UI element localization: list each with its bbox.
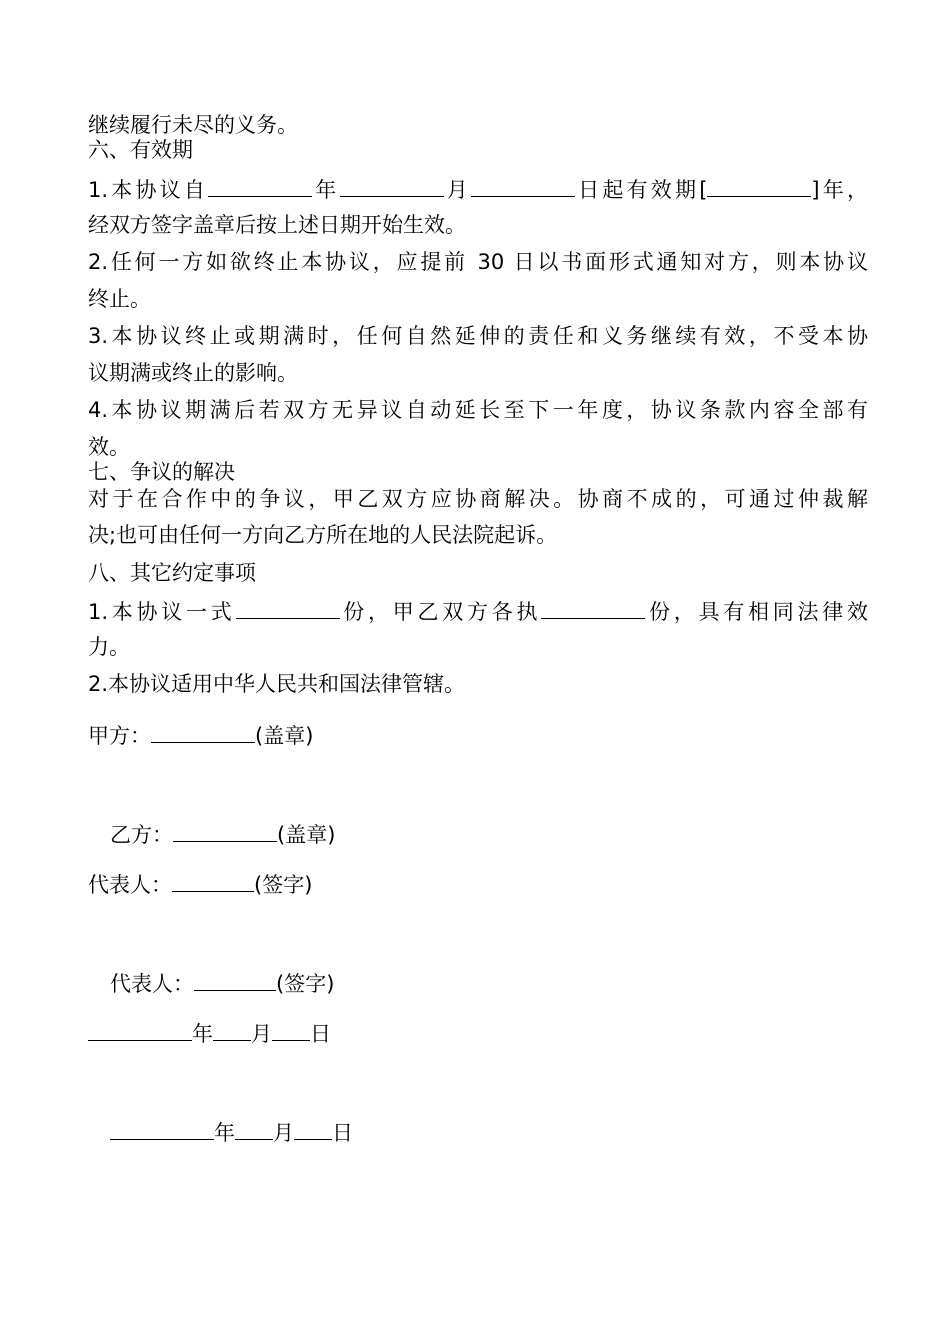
text: 代表人：: [88, 873, 172, 897]
clause-6-2-line-2: [88, 286, 868, 312]
text: 对于在合作中的争议，甲乙双方应协商解决。协商不成的，可通过仲裁解: [88, 487, 868, 511]
text: 决;也可由任何一方向乙方所在地的人民法院起诉。: [88, 523, 558, 547]
heading-text: 七、争议的解决: [88, 460, 235, 484]
text: 4.本协议期满后若双方无异议自动延长至下一年度，协议条款内容全部有: [88, 398, 868, 422]
blank-line: [294, 1118, 332, 1140]
party-a-representative: [88, 870, 868, 898]
text: 效。: [88, 435, 130, 459]
party-b-date: [110, 1118, 890, 1146]
text: 年: [312, 178, 340, 202]
clause-7-line-2: [88, 522, 868, 548]
blank-line: [151, 721, 255, 743]
text: 2.本协议适用中华人民共和国法律管辖。: [88, 672, 466, 696]
clause-8-1-line-1: [88, 597, 868, 625]
text: 力。: [88, 635, 130, 659]
blank-line: [541, 597, 645, 619]
text: 份，甲乙双方各执: [339, 600, 542, 624]
text: 代表人：: [110, 972, 194, 996]
blank-line: [707, 175, 811, 197]
heading-text: 八、其它约定事项: [88, 561, 256, 585]
blank-line: [471, 175, 575, 197]
text: 月: [273, 1121, 294, 1145]
party-a-seal: [88, 721, 868, 749]
text: 乙方：: [110, 823, 173, 847]
party-a-date: [88, 1019, 868, 1047]
text: (签字): [276, 972, 335, 996]
blank-line: [208, 175, 312, 197]
text: 3.本协议终止或期满时，任何自然延伸的责任和义务继续有效，不受本协: [88, 324, 868, 348]
text: 月: [251, 1022, 272, 1046]
text: 继续履行未尽的义务。: [88, 113, 298, 137]
text: 年: [192, 1022, 213, 1046]
text: 终止。: [88, 287, 151, 311]
party-b-representative: [110, 969, 890, 997]
text: 份，具有相同法律效: [645, 600, 868, 624]
text: ]年，: [811, 178, 869, 202]
clause-6-4-line-2: [88, 434, 868, 460]
text: 1.本协议一式: [88, 600, 236, 624]
blank-line: [88, 1019, 192, 1041]
heading-text: 六、有效期: [88, 138, 193, 162]
section-heading-8: [88, 560, 868, 586]
text: 经双方签字盖章后按上述日期开始生效。: [88, 213, 466, 237]
blank-line: [194, 969, 276, 991]
clause-6-1-line-1: [88, 175, 868, 203]
blank-line: [110, 1118, 214, 1140]
text: (盖章): [255, 724, 314, 748]
text: 日: [332, 1121, 353, 1145]
text: 年: [214, 1121, 235, 1145]
text: 日: [310, 1022, 331, 1046]
clause-6-3-line-1: [88, 323, 868, 349]
section-heading-7: [88, 459, 868, 485]
text: 2.任何一方如欲终止本协议，应提前 30 日以书面形式通知对方，则本协议: [88, 250, 868, 274]
clause-6-1-line-2: [88, 212, 868, 238]
clause-6-2-line-1: [88, 249, 868, 275]
blank-line: [173, 820, 277, 842]
text: (签字): [254, 873, 313, 897]
text-line: [88, 112, 868, 138]
section-heading-6: [88, 137, 868, 163]
blank-line: [236, 597, 340, 619]
clause-8-2: [88, 671, 868, 697]
text: 月: [443, 178, 471, 202]
text: 1.本协议自: [88, 178, 209, 202]
text: 甲方：: [88, 724, 151, 748]
blank-line: [172, 870, 254, 892]
text: 议期满或终止的影响。: [88, 361, 298, 385]
clause-8-1-line-2: [88, 634, 868, 660]
clause-7-line-1: [88, 486, 868, 512]
text: (盖章): [277, 823, 336, 847]
blank-line: [235, 1118, 273, 1140]
party-b-seal: [110, 820, 890, 848]
clause-6-4-line-1: [88, 397, 868, 423]
blank-line: [272, 1019, 310, 1041]
blank-line: [340, 175, 444, 197]
text: 日起有效期[: [574, 178, 708, 202]
clause-6-3-line-2: [88, 360, 868, 386]
blank-line: [213, 1019, 251, 1041]
